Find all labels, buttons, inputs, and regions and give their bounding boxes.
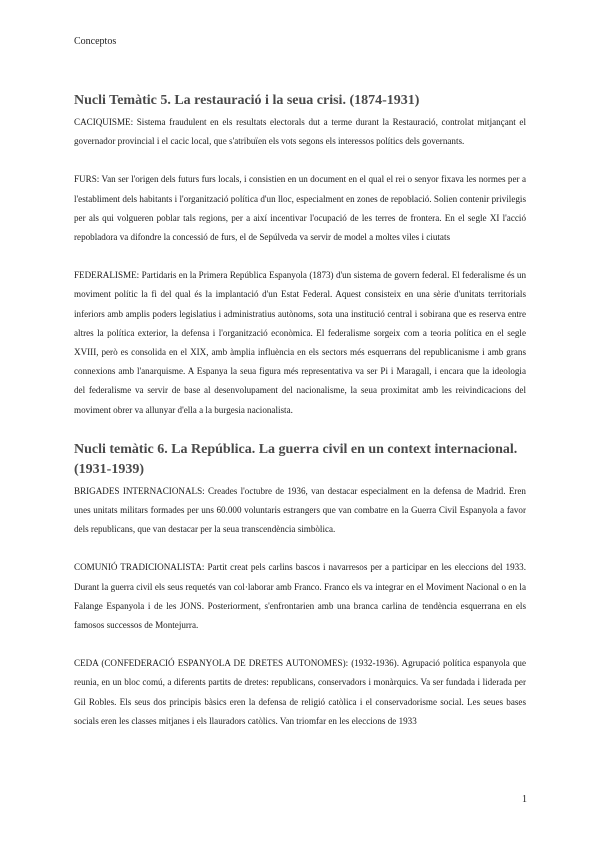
definition-entry bbox=[74, 654, 526, 731]
entry-term: BRIGADES INTERNACIONALS: bbox=[74, 485, 205, 496]
definition-entry bbox=[74, 558, 526, 635]
definition-entry bbox=[74, 482, 526, 540]
entry-text: Partidaris en la Primera República Espanyola (1873) d'un sistema de govern federal. El federalisme és un moviment polític la fi del qual és la implantació d'un Estat Federal. Aquest consisteix en una sèrie d'unitats territorials inferiors amb amplis poders legislatius i administratius autònoms, sota una institució central i sobirana que es reserva entre altres la política exterior, la defensa i l'organització econòmica. El federalisme sorgeix com a teoria política en el segle XVIII, però es consolida en el XIX, amb àmplia influència en els sectors més esquerrans del republicanisme i amb grans connexions amb l'anarquisme. A Espanya la seua figura més representativa va ser Pi i Maragall, i encara que la ideologia del federalisme va servir de base al desenvolupament del nacionalisme, la seua proximitat amb les reivindicacions del moviment obrer va allunyar d'ella a la burgesia nacionalista. bbox=[74, 270, 526, 415]
definition-entry bbox=[74, 113, 526, 151]
definition-entry bbox=[74, 170, 526, 247]
entry-term: FURS: bbox=[74, 174, 100, 185]
entry-text: Partit creat pels carlins bascos i navarresos per a participar en les eleccions del 1933. Durant la guerra civil els seus requetés van col·laborar amb Franco. Franco els va integrar en el Moviment Nacional o en la Falange Espanyola i de les JONS. Posteriorment, s'enfrontarien amb una branca carlina de tendència esquerrana en els famosos successos de Montejurra. bbox=[74, 562, 527, 631]
page-header: Conceptos bbox=[74, 36, 117, 47]
page-number: 1 bbox=[522, 794, 527, 805]
document-body bbox=[74, 91, 526, 731]
entry-text: Creades l'octubre de 1936, van destacar especialment en la defensa de Madrid. Eren unes unitats militars formades per uns 60.000 voluntaris estrangers que van combatre en la Guerra Civil Espanyola a favor dels republicans, que van destacar per la seua transcendència simbòlica. bbox=[74, 485, 526, 535]
entry-term: FEDERALISME: bbox=[74, 270, 140, 281]
entry-text: Sistema fraudulent en els resultats electorals dut a terme durant la Restauració, controlat mitjançant el governador provincial i el cacic local, que s'atribuïen els vots segons els interessos polítics dels governants. bbox=[74, 117, 526, 147]
section-title: Nucli Temàtic 5. La restauració i la seua crisi. (1874-1931) bbox=[74, 93, 420, 108]
entry-term: COMUNIÓ TRADICIONALISTA: bbox=[74, 562, 205, 573]
entry-term: CACIQUISME: bbox=[74, 117, 134, 127]
entry-text: (1932-1936). Agrupació política espanyola que reunia, en un bloc comú, a diferents partits de dretes: republicans, conservadors i monàrquics. Va ser fundada i liderada per Gil Robles. Els seus dos principis bàsics eren la defensa de religió catòlica i el conservadorisme social. Les seues bases socials eren les classes mitjanes i els llauradors catòlics. Van triomfar en les eleccions de 1933 bbox=[74, 658, 526, 726]
entry-term: CEDA (CONFEDERACIÓ ESPANYOLA DE DRETES AUTONOMES): bbox=[74, 658, 349, 669]
entry-text: Van ser l'origen dels futurs furs locals, i consistien en un document en el qual el rei o senyor fixava les normes per a l'establiment dels habitants i l'organització política d'un lloc, especialment en zones de repoblació. Solien contenir privilegis per als qui volgueren poblar tals regions, per a així incentivar l'ocupació de les terres de frontera. En el segle XI l'acció repobladora va difondre la concessió de furs, el de Sepúlveda va servir de model a moltes viles i ciutats bbox=[74, 174, 526, 243]
definition-entry bbox=[74, 266, 526, 420]
section-title: Nucli temàtic 6. La República. La guerra civil en un context internacional.(1931-1939) bbox=[74, 441, 518, 477]
